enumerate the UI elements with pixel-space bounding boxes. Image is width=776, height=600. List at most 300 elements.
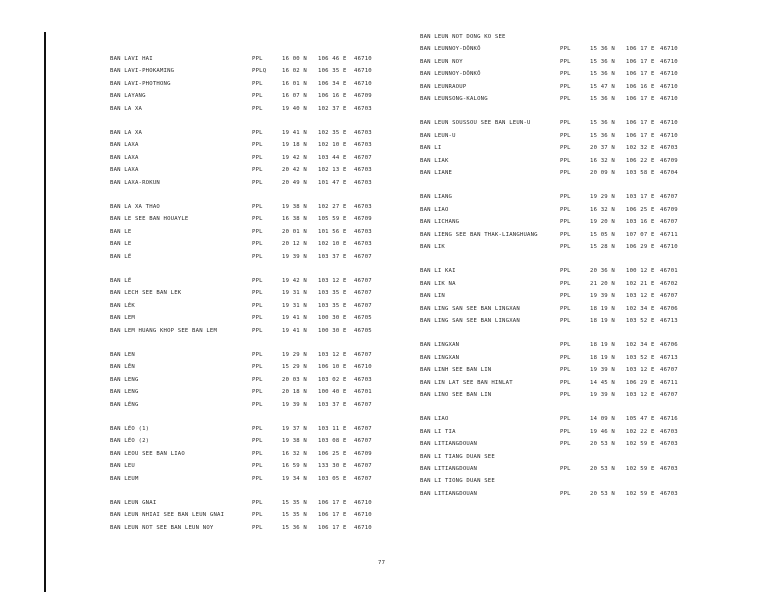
latitude: 16 38 N — [282, 216, 307, 223]
place-name: BAN LÊN — [110, 364, 135, 371]
left-margin-rule — [44, 32, 46, 592]
map-reference: 46707 — [354, 154, 372, 161]
map-reference: 46707 — [660, 219, 678, 226]
longitude: 102 22 E — [626, 428, 655, 435]
place-name: BAN LIAO — [420, 416, 449, 423]
longitude: 106 35 E — [318, 68, 347, 75]
latitude: 16 32 N — [590, 157, 615, 164]
longitude: 103 12 E — [318, 278, 347, 284]
latitude: 15 29 N — [282, 364, 307, 371]
map-reference: 46707 — [660, 392, 678, 398]
feature-code: PPL — [560, 120, 571, 127]
longitude: 103 58 E — [626, 170, 655, 176]
latitude: 20 18 N — [282, 389, 307, 396]
place-name: BAN LẼ — [110, 253, 132, 260]
place-name: BAN LING SAN SEE BAN LINGXAN — [420, 318, 520, 324]
map-reference: 46711 — [660, 231, 678, 238]
feature-code: PPL — [560, 157, 571, 164]
latitude: 20 37 N — [590, 145, 615, 152]
longitude: 103 11 E — [318, 426, 347, 432]
place-name: BAN LINGXAN — [420, 342, 460, 349]
longitude: 102 59 E — [626, 466, 655, 472]
longitude: 103 52 E — [626, 354, 655, 361]
feature-code: PPL — [252, 290, 263, 297]
latitude: 15 36 N — [590, 46, 615, 53]
longitude: 102 35 E — [318, 130, 347, 136]
longitude: 103 35 E — [318, 302, 347, 309]
longitude: 106 46 E — [318, 56, 347, 62]
longitude: 106 17 E — [626, 58, 655, 65]
map-reference: 46703 — [660, 490, 678, 497]
feature-code: PPL — [560, 231, 571, 238]
feature-code: PPL — [252, 80, 263, 87]
place-name: BAN LIN LAT SEE BAN HINLAT — [420, 379, 513, 386]
latitude: 20 09 N — [590, 170, 615, 176]
map-reference: 46703 — [354, 204, 372, 210]
longitude: 106 17 E — [318, 524, 347, 531]
map-reference: 46703 — [660, 466, 678, 472]
map-reference: 46709 — [354, 450, 372, 457]
longitude: 106 29 E — [626, 244, 655, 250]
map-reference: 46707 — [354, 401, 372, 408]
place-name: BAN LEOU SEE BAN LIAO — [110, 450, 185, 457]
latitude: 19 42 N — [282, 278, 307, 284]
latitude: 19 41 N — [282, 130, 307, 136]
place-name: BAN LI TIONG DUAN SEE — [420, 478, 495, 485]
map-reference: 46713 — [660, 318, 678, 324]
place-name: BAN LAXA — [110, 142, 139, 149]
longitude: 106 25 E — [626, 206, 655, 213]
place-name: BAN LEUN NOY — [420, 58, 463, 65]
latitude: 19 29 N — [282, 352, 307, 358]
feature-code: PPL — [560, 83, 571, 90]
map-reference: 46711 — [660, 379, 678, 386]
longitude: 103 16 E — [626, 219, 655, 226]
place-name: BAN LE SEE BAN HOUAYLE — [110, 216, 189, 223]
longitude: 106 16 E — [318, 93, 347, 100]
map-reference: 46703 — [660, 441, 678, 448]
feature-code: PPL — [252, 302, 263, 309]
longitude: 102 34 E — [626, 342, 655, 349]
map-reference: 46703 — [354, 105, 372, 112]
feature-code: PPL — [252, 401, 263, 408]
map-reference: 46710 — [660, 132, 678, 139]
map-reference: 46707 — [354, 253, 372, 260]
latitude: 19 38 N — [282, 204, 307, 210]
feature-code: PPL — [252, 216, 263, 223]
longitude: 100 30 E — [318, 315, 347, 322]
place-name: BAN LAYANG — [110, 93, 146, 100]
latitude: 20 12 N — [282, 241, 307, 248]
longitude: 102 34 E — [626, 305, 655, 312]
place-name: BAN LEUN NOT DONG KO SEE — [420, 34, 506, 40]
place-name: BAN LẼNG — [110, 401, 139, 408]
place-name: BAN LEUN NHIAI SEE BAN LEUN GNAI — [110, 512, 225, 519]
latitude: 19 31 N — [282, 290, 307, 297]
place-name: BAN LIANE — [420, 170, 453, 176]
place-name: BAN LIENG SEE BAN THAK-LIANGHUANG — [420, 231, 538, 238]
latitude: 19 39 N — [282, 253, 307, 260]
map-reference: 46703 — [354, 228, 372, 235]
feature-code: PPL — [560, 466, 571, 472]
feature-code: PPL — [252, 475, 263, 482]
place-name: BAN LAVI HAI — [110, 56, 153, 62]
latitude: 15 36 N — [590, 58, 615, 65]
longitude: 103 12 E — [626, 367, 655, 374]
latitude: 15 36 N — [590, 96, 615, 102]
feature-code: PPL — [252, 327, 263, 334]
map-reference: 46706 — [660, 342, 678, 349]
feature-code: PPL — [560, 293, 571, 300]
latitude: 20 53 N — [590, 466, 615, 472]
place-name: BAN LA XA THAO — [110, 204, 160, 210]
feature-code: PPL — [252, 512, 263, 519]
latitude: 15 35 N — [282, 512, 307, 519]
latitude: 20 03 N — [282, 376, 307, 383]
place-name: BAN LI KAI — [420, 268, 456, 275]
latitude: 19 39 N — [590, 293, 615, 300]
map-reference: 46703 — [354, 130, 372, 136]
longitude: 100 30 E — [318, 327, 347, 334]
place-name: BAN LÉK — [110, 302, 135, 309]
latitude: 15 28 N — [590, 244, 615, 250]
latitude: 16 32 N — [590, 206, 615, 213]
place-name: BAN LINGXAN — [420, 354, 460, 361]
longitude: 103 12 E — [318, 352, 347, 358]
map-reference: 46707 — [354, 426, 372, 432]
place-name: BAN LIANG — [420, 194, 453, 201]
map-reference: 46713 — [660, 354, 678, 361]
longitude: 102 13 E — [318, 167, 347, 174]
latitude: 15 35 N — [282, 500, 307, 506]
latitude: 20 53 N — [590, 490, 615, 497]
feature-code: PPL — [560, 244, 571, 250]
feature-code: PPL — [252, 130, 263, 136]
place-name: BAN LITIANGDOUAN — [420, 466, 478, 472]
longitude: 106 10 E — [318, 364, 347, 371]
latitude: 19 37 N — [282, 426, 307, 432]
map-reference: 46710 — [354, 68, 372, 75]
latitude: 19 18 N — [282, 142, 307, 149]
map-reference: 46703 — [354, 179, 372, 186]
latitude: 20 01 N — [282, 228, 307, 235]
latitude: 16 00 N — [282, 56, 307, 62]
map-reference: 46707 — [660, 194, 678, 201]
longitude: 106 17 E — [318, 512, 347, 519]
longitude: 106 17 E — [626, 120, 655, 127]
latitude: 20 49 N — [282, 179, 307, 186]
feature-code: PPL — [560, 206, 571, 213]
place-name: BAN LICHANG — [420, 219, 460, 226]
place-name: BAN LE — [110, 241, 132, 248]
feature-code: PPL — [560, 416, 571, 423]
longitude: 102 10 E — [318, 142, 347, 149]
feature-code: PPL — [252, 376, 263, 383]
feature-code: PPL — [560, 367, 571, 374]
feature-code: PPL — [252, 389, 263, 396]
map-reference: 46710 — [354, 364, 372, 371]
feature-code: PPL — [252, 253, 263, 260]
longitude: 103 08 E — [318, 438, 347, 445]
longitude: 102 32 E — [626, 145, 655, 152]
latitude: 15 05 N — [590, 231, 615, 238]
feature-code: PPL — [560, 441, 571, 448]
latitude: 19 31 N — [282, 302, 307, 309]
longitude: 103 44 E — [318, 154, 347, 161]
feature-code: PPL — [252, 315, 263, 322]
map-reference: 46710 — [660, 71, 678, 78]
place-name: BAN LAVI-PHOTHONG — [110, 80, 171, 87]
map-reference: 46710 — [660, 83, 678, 90]
feature-code: PPL — [252, 228, 263, 235]
latitude: 15 36 N — [590, 71, 615, 78]
longitude: 105 47 E — [626, 416, 655, 423]
latitude: 19 40 N — [282, 105, 307, 112]
map-reference: 46704 — [660, 170, 678, 176]
latitude: 15 47 N — [590, 83, 615, 90]
longitude: 106 17 E — [626, 132, 655, 139]
place-name: BAN LEUN-U — [420, 132, 456, 139]
feature-code: PPL — [560, 170, 571, 176]
latitude: 18 19 N — [590, 318, 615, 324]
map-reference: 46705 — [354, 327, 372, 334]
feature-code: PPL — [252, 93, 263, 100]
longitude: 106 17 E — [626, 96, 655, 102]
feature-code: PPL — [560, 71, 571, 78]
place-name: BAN LEUNSONG-KALONG — [420, 96, 488, 102]
place-name: BAN LITIANGDOUAN — [420, 490, 478, 497]
longitude: 106 22 E — [626, 157, 655, 164]
feature-code: PPL — [252, 278, 263, 284]
map-reference: 46710 — [660, 96, 678, 102]
feature-code: PPL — [560, 268, 571, 275]
map-reference: 46702 — [660, 280, 678, 287]
feature-code: PPL — [252, 463, 263, 470]
feature-code: PPL — [560, 280, 571, 287]
latitude: 18 19 N — [590, 305, 615, 312]
map-reference: 46703 — [354, 167, 372, 174]
map-reference: 46707 — [354, 438, 372, 445]
longitude: 103 37 E — [318, 401, 347, 408]
place-name: BAN LI TIANG DUAN SEE — [420, 453, 495, 460]
longitude: 103 12 E — [626, 293, 655, 300]
map-reference: 46710 — [354, 500, 372, 506]
map-reference: 46705 — [354, 315, 372, 322]
place-name: BAN LIAK — [420, 157, 449, 164]
feature-code: PPL — [560, 354, 571, 361]
map-reference: 46701 — [354, 389, 372, 396]
latitude: 15 36 N — [282, 524, 307, 531]
place-name: BAN LI TIA — [420, 428, 456, 435]
place-name: BAN LIAO — [420, 206, 449, 213]
longitude: 103 02 E — [318, 376, 347, 383]
latitude: 14 45 N — [590, 379, 615, 386]
feature-code: PPL — [252, 450, 263, 457]
map-reference: 46706 — [660, 305, 678, 312]
feature-code: PPL — [560, 428, 571, 435]
longitude: 106 16 E — [626, 83, 655, 90]
place-name: BAN LENG — [110, 376, 139, 383]
feature-code: PPL — [252, 167, 263, 174]
feature-code: PPL — [560, 96, 571, 102]
map-reference: 46707 — [354, 302, 372, 309]
place-name: BAN LEUN GNAI — [110, 500, 157, 506]
feature-code: PPL — [252, 56, 263, 62]
feature-code: PPL — [560, 490, 571, 497]
map-reference: 46710 — [354, 512, 372, 519]
latitude: 19 46 N — [590, 428, 615, 435]
longitude: 133 30 E — [318, 463, 347, 470]
map-reference: 46710 — [354, 56, 372, 62]
latitude: 19 34 N — [282, 475, 307, 482]
longitude: 106 34 E — [318, 80, 347, 87]
latitude: 19 41 N — [282, 315, 307, 322]
map-reference: 46701 — [660, 268, 678, 275]
place-name: BAN LIN — [420, 293, 445, 300]
latitude: 14 09 N — [590, 416, 615, 423]
map-reference: 46707 — [354, 352, 372, 358]
place-name: BAN LINH SEE BAN LIN — [420, 367, 492, 374]
longitude: 100 12 E — [626, 268, 655, 275]
longitude: 106 17 E — [626, 71, 655, 78]
feature-code: PPL — [252, 364, 263, 371]
place-name: BAN LIK — [420, 244, 445, 250]
latitude: 16 01 N — [282, 80, 307, 87]
latitude: 19 39 N — [590, 367, 615, 374]
place-name: BAN LE — [110, 228, 132, 235]
place-name: BAN LEM — [110, 315, 135, 322]
feature-code: PPL — [560, 342, 571, 349]
map-reference: 46707 — [660, 293, 678, 300]
map-reference: 46709 — [354, 93, 372, 100]
longitude: 103 37 E — [318, 253, 347, 260]
latitude: 15 36 N — [590, 132, 615, 139]
place-name: BAN LI — [420, 145, 442, 152]
longitude: 102 27 E — [318, 204, 347, 210]
place-name: BAN LAVI-PHOKAMING — [110, 68, 175, 75]
map-reference: 46710 — [660, 120, 678, 127]
feature-code: PPL — [252, 500, 263, 506]
map-reference: 46707 — [354, 278, 372, 284]
map-reference: 46710 — [354, 80, 372, 87]
longitude: 105 59 E — [318, 216, 347, 223]
longitude: 101 47 E — [318, 179, 347, 186]
place-name: BAN LEUNRAOUP — [420, 83, 467, 90]
place-name: BAN LIK NA — [420, 280, 456, 287]
feature-code: PPL — [560, 46, 571, 53]
map-reference: 46703 — [660, 145, 678, 152]
feature-code: PPL — [560, 318, 571, 324]
latitude: 20 42 N — [282, 167, 307, 174]
map-reference: 46716 — [660, 416, 678, 423]
longitude: 103 17 E — [626, 194, 655, 201]
feature-code: PPL — [560, 379, 571, 386]
feature-code: PPL — [252, 204, 263, 210]
longitude: 102 59 E — [626, 441, 655, 448]
map-reference: 46707 — [354, 290, 372, 297]
map-reference: 46707 — [354, 475, 372, 482]
latitude: 16 59 N — [282, 463, 307, 470]
place-name: BAN LING SAN SEE BAN LINGXAN — [420, 305, 520, 312]
feature-code: PPL — [560, 145, 571, 152]
place-name: BAN LAXA — [110, 167, 139, 174]
latitude: 20 53 N — [590, 441, 615, 448]
longitude: 103 35 E — [318, 290, 347, 297]
longitude: 102 10 E — [318, 241, 347, 248]
longitude: 103 52 E — [626, 318, 655, 324]
latitude: 21 20 N — [590, 280, 615, 287]
latitude: 16 32 N — [282, 450, 307, 457]
map-reference: 46709 — [660, 157, 678, 164]
map-reference: 46709 — [354, 216, 372, 223]
longitude: 103 12 E — [626, 392, 655, 398]
feature-code: PPL — [252, 438, 263, 445]
place-name: BAN LENG — [110, 389, 139, 396]
page-number: 77 — [378, 560, 386, 566]
place-name: BAN LAXA-ROKUN — [110, 179, 160, 186]
place-name: BAN LEN — [110, 352, 135, 358]
place-name: BAN LAXA — [110, 154, 139, 161]
place-name: BAN LINO SEE BAN LIN — [420, 392, 492, 398]
longitude: 102 37 E — [318, 105, 347, 112]
longitude: 102 59 E — [626, 490, 655, 497]
feature-code: PPL — [560, 132, 571, 139]
feature-code: PPL — [560, 219, 571, 226]
place-name: BAN LEM HUANG KHOP SEE BAN LEM — [110, 327, 218, 334]
place-name: BAN LẼ — [110, 278, 132, 284]
longitude: 106 25 E — [318, 450, 347, 457]
feature-code: PPL — [252, 179, 263, 186]
latitude: 16 02 N — [282, 68, 307, 75]
place-name: BAN LEUNNOY-DÔNKÔ — [420, 46, 481, 53]
latitude: 18 19 N — [590, 342, 615, 349]
map-reference: 46703 — [660, 428, 678, 435]
place-name: BAN LECH SEE BAN LEK — [110, 290, 182, 297]
map-reference: 46710 — [660, 58, 678, 65]
place-name: BAN LEUNNOY-DÔNKÔ — [420, 71, 481, 78]
feature-code: PPL — [560, 194, 571, 201]
longitude: 106 17 E — [318, 500, 347, 506]
feature-code: PPL — [560, 392, 571, 398]
feature-code: PPL — [252, 426, 263, 432]
latitude: 19 41 N — [282, 327, 307, 334]
place-name: BAN LẼO (2) — [110, 438, 150, 445]
latitude: 20 36 N — [590, 268, 615, 275]
feature-code: PPL — [252, 154, 263, 161]
longitude: 103 05 E — [318, 475, 347, 482]
map-reference: 46703 — [354, 241, 372, 248]
place-name: BAN LẼO (1) — [110, 426, 150, 432]
map-reference: 46707 — [354, 463, 372, 470]
place-name: BAN LA XA — [110, 130, 143, 136]
latitude: 19 39 N — [282, 401, 307, 408]
longitude: 107 07 E — [626, 231, 655, 238]
place-name: BAN LEU — [110, 463, 135, 470]
longitude: 106 29 E — [626, 379, 655, 386]
feature-code: PPL — [252, 142, 263, 149]
place-name: BAN LITIANGDOUAN — [420, 441, 478, 448]
feature-code: PPL — [252, 352, 263, 358]
place-name: BAN LA XA — [110, 105, 143, 112]
latitude: 15 36 N — [590, 120, 615, 127]
latitude: 18 19 N — [590, 354, 615, 361]
feature-code: PPL — [252, 105, 263, 112]
feature-code: PPL — [560, 58, 571, 65]
place-name: BAN LEUN NOT SEE BAN LEUN NOY — [110, 524, 214, 531]
latitude: 19 42 N — [282, 154, 307, 161]
map-reference: 46703 — [354, 376, 372, 383]
map-reference: 46707 — [660, 367, 678, 374]
